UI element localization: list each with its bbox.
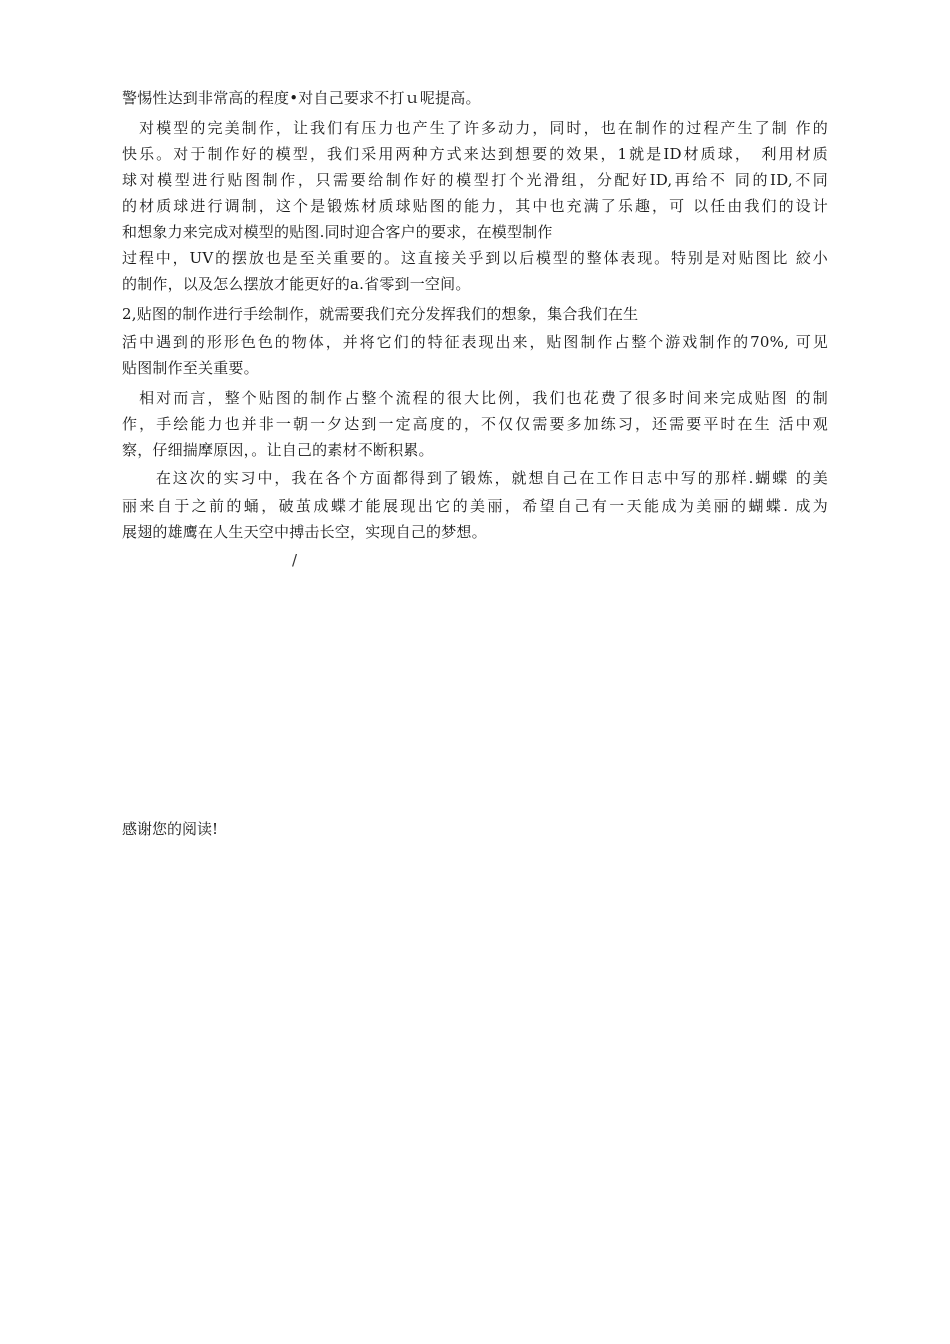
text-line: 作，手绘能力也并非一朝一夕达到一定高度的，不仅仅需要多加练习，还需要平时在生 活中观 [122,415,828,433]
text-line: 展翅的雄鹰在人生天空中搏击长空，实现自己的梦想。 [122,523,487,541]
text-line: 球对模型进行贴图制作，只需要给制作好的模型打个光滑组，分配好ID,再给不 同的ID,不同 [122,171,828,189]
stray-slash-mark: / [292,551,298,569]
text-line: 察，仔细揣摩原因，。让自己的素材不断积累。 [122,441,434,459]
text-line: 过程中，UV的摆放也是至关重要的。这直接关乎到以后模型的整体表现。特别是对贴图比 絞小 [122,249,828,267]
text-line: 警惕性达到非常高的程度•对自己要求不打ｕ呢提高。 [122,89,481,107]
text-line: 的制作，以及怎么摆放才能更好的a.省零到一空间。 [122,275,471,293]
text-line: 和想象力来完成对模型的贴图.同时迎合客户的要求，在模型制作 [122,223,553,241]
text-line: 贴图制作至关重要。 [122,359,259,377]
text-line: 丽来自于之前的蛹，破茧成蝶才能展现出它的美丽，希望自己有一天能成为美丽的蝴蝶. 成为 [122,497,828,515]
text-line: 2,贴图的制作进行手绘制作，就需要我们充分发挥我们的想象，集合我们在生 [122,305,639,323]
text-line: 在这次的实习中，我在各个方面都得到了锻炼，就想自己在工作日志中写的那样.蝴蝶 的美 [122,469,828,487]
text-line: 对模型的完美制作，让我们有压力也产生了许多动力，同时，也在制作的过程产生了制 作的 [122,119,828,137]
text-line: 快乐。对于制作好的模型，我们采用两种方式来达到想要的效果，1就是ID材质球， 利用材质 [122,145,828,163]
text-line: 相对而言，整个贴图的制作占整个流程的很大比例，我们也花费了很多时间来完成贴图 的制 [122,389,828,407]
text-line: 的材质球进行调制，这个是锻炼材质球贴图的能力，其中也充满了乐趣，可 以任由我们的设计 [122,197,828,215]
text-line: 活中遇到的形形色色的物体，并将它们的特征表现出来，贴图制作占整个游戏制作的70%, 可见 [122,333,828,351]
closing-text: 感谢您的阅读! [122,820,219,838]
